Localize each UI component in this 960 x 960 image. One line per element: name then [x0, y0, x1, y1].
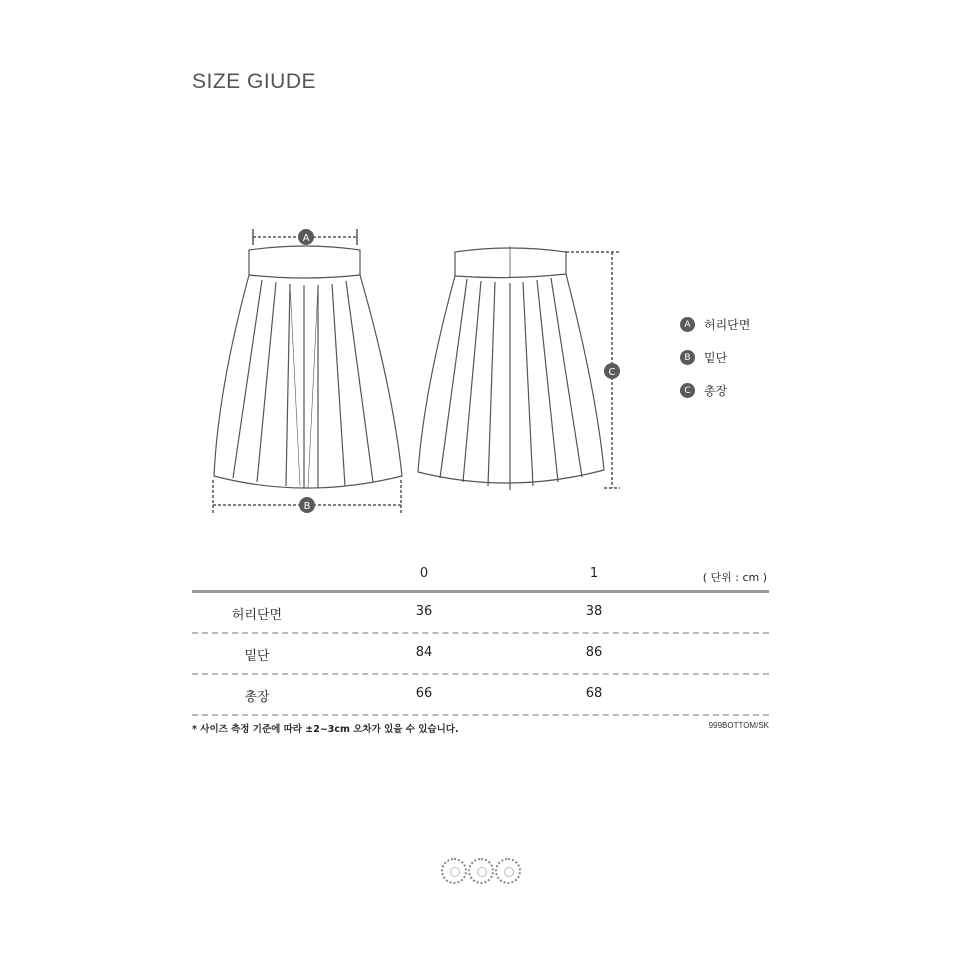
- legend-item-hem: [680, 341, 750, 374]
- size-table: [192, 560, 769, 716]
- logo-circle-icon: [468, 858, 494, 884]
- table-header-row: [192, 560, 769, 593]
- legend-label-hem: 밑단: [704, 351, 728, 365]
- marker-a: [298, 229, 314, 245]
- logo-circle-icon: [495, 858, 521, 884]
- legend-label-length: 총장: [704, 384, 728, 398]
- legend-badge-c: C: [680, 383, 695, 398]
- logo-circle-icon: [441, 858, 467, 884]
- row-value: 36: [415, 604, 433, 619]
- legend-badge-b: B: [680, 350, 695, 365]
- marker-c: [604, 363, 620, 379]
- legend-item-waist: [680, 308, 750, 341]
- row-value: 84: [415, 645, 433, 660]
- row-value: 38: [585, 604, 603, 619]
- size-header-0: 0: [419, 566, 429, 581]
- svg-text:C: C: [608, 367, 616, 378]
- table-row: [192, 634, 769, 675]
- svg-text:B: B: [303, 501, 311, 512]
- measurement-legend: [680, 308, 750, 407]
- brand-logo: [441, 858, 521, 884]
- skirt-front-drawing: [214, 246, 402, 488]
- skirt-back-drawing: [418, 246, 604, 490]
- product-code: 999BOTTOM/SK: [708, 721, 769, 730]
- size-header-1: 1: [589, 566, 599, 581]
- row-value: 86: [585, 645, 603, 660]
- row-value: 68: [585, 686, 603, 701]
- page-title: SIZE GIUDE: [192, 70, 317, 93]
- legend-badge-a: A: [680, 317, 695, 332]
- table-row: [192, 675, 769, 716]
- table-row: [192, 593, 769, 634]
- row-label: 허리단면: [231, 608, 283, 623]
- row-label: 밑단: [244, 649, 270, 664]
- marker-b: [299, 497, 315, 513]
- row-label: 총장: [244, 690, 270, 705]
- svg-text:A: A: [302, 233, 310, 244]
- row-value: 66: [415, 686, 433, 701]
- legend-label-waist: 허리단면: [704, 318, 751, 332]
- measurement-note: * 사이즈 측정 기준에 따라 ±2~3cm 오차가 있을 수 있습니다.: [192, 724, 459, 735]
- legend-item-length: [680, 374, 750, 407]
- unit-label: ( 단위 : cm ): [702, 571, 767, 584]
